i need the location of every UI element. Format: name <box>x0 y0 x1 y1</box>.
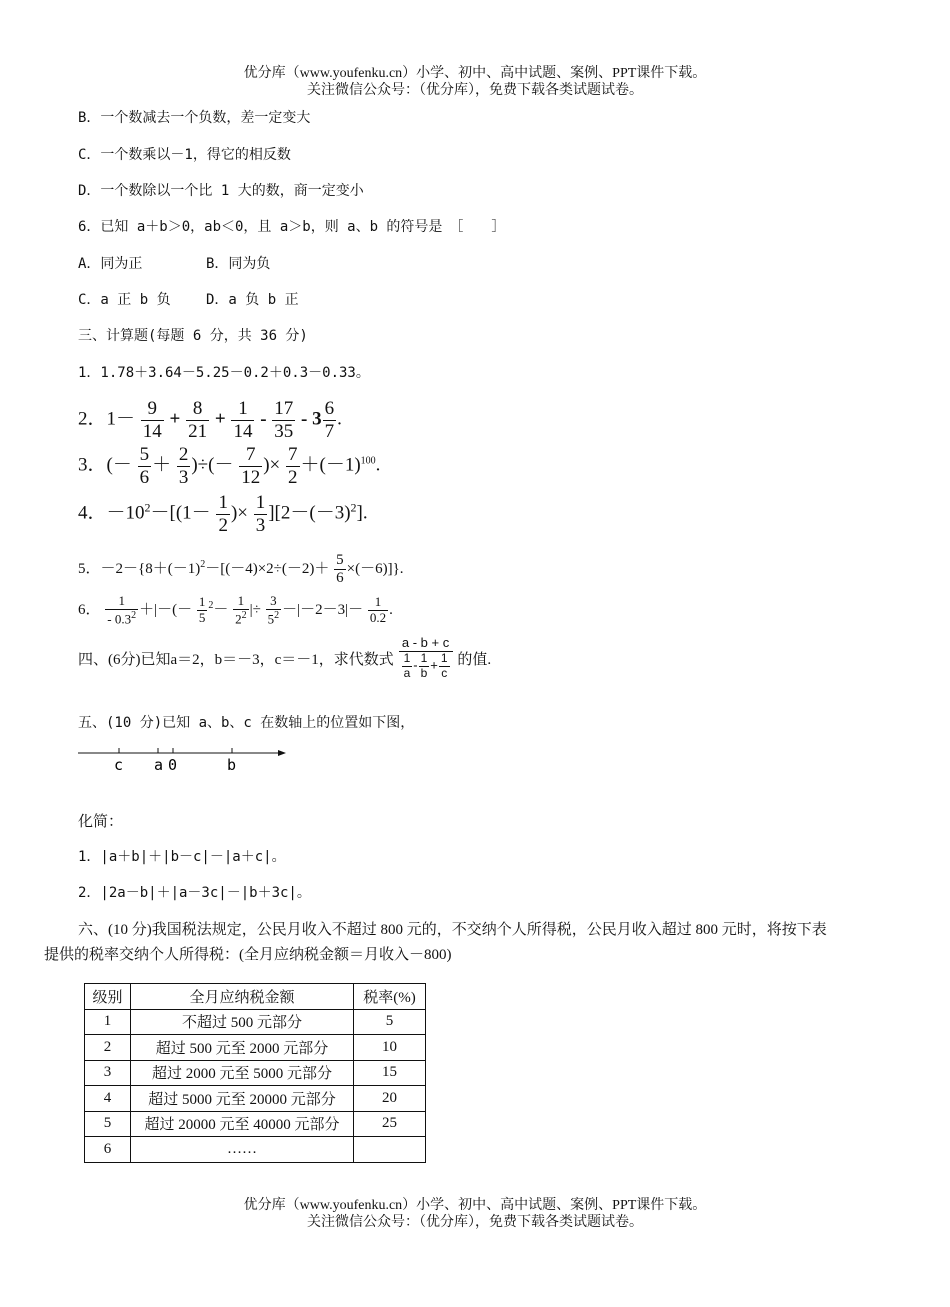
table-cell: 6 <box>85 1137 131 1163</box>
number-line-arrow <box>278 750 286 756</box>
table-cell: 1 <box>85 1009 131 1035</box>
choice-c: C．一个数乘以－1，得它的相反数 <box>78 147 291 163</box>
section3-problem3: 3．(－ $\frac{5}{6}$ ＋ $\frac{2}{3}$ )÷(－ $\frac{7}{12}$ )× $\frac{7}{2}$ $+(-1)^{100}$. <box>78 444 381 488</box>
simplify-label: 化简： <box>78 814 124 830</box>
table-cell <box>354 1137 426 1163</box>
fraction: $\frac{5}{6}$ <box>139 444 150 488</box>
q6-stem: 6．已知 a＋b＞0，ab＜0，且 a＞b，则 a、b 的符号是 ［ ］ <box>78 219 506 235</box>
fraction: $\frac{1}{5}$ <box>198 594 206 626</box>
table-cell: 15 <box>354 1060 426 1086</box>
label-a: a <box>154 756 164 774</box>
header-cell: 级别 <box>85 984 131 1010</box>
section6-para-line2: 提供的税率交纳个人所得税：(全月应纳税金额＝月收入－800) <box>44 947 452 963</box>
fraction: $\frac{9}{14}$ <box>142 398 162 442</box>
table-cell: 超过 20000 元至 40000 元部分 <box>131 1111 354 1137</box>
fraction: $\frac{1}{14}$ <box>233 398 253 442</box>
fraction: $\frac{5}{6}$ <box>336 552 344 587</box>
section3-problem5: 5．$-2-\{8+(-1)^2-[(-4)\times 2\div(-2)+$ $\frac{5}{6}$ ×(－6)]}. <box>78 552 404 587</box>
table-cell: 超过 2000 元至 5000 元部分 <box>131 1060 354 1086</box>
table-cell: 不超过 500 元部分 <box>131 1009 354 1035</box>
page-header-line1: 优分库（www.youfenku.cn）小学、初中、高中试题、案例、PPT课件下载。 <box>243 66 707 81</box>
fraction: $\frac{3}{5^2}$ <box>267 593 280 627</box>
fraction: $\frac{1}{2}$ <box>218 492 228 536</box>
table-cell: 4 <box>85 1086 131 1112</box>
table-cell: …… <box>131 1137 354 1163</box>
header-cell: 税率(%) <box>354 984 426 1010</box>
algebraic-fraction: a - b + c $\frac{1}{a}$ - $\frac{1}{b}$ + $\frac{1}{c}$ <box>399 636 453 681</box>
label-c: c <box>114 756 124 774</box>
choice-b: B．一个数减去一个负数，差一定变大 <box>78 110 311 126</box>
choice-d: D．一个数除以一个比 1 大的数，商一定变小 <box>78 183 364 199</box>
table-cell: 超过 5000 元至 20000 元部分 <box>131 1086 354 1112</box>
section4-question: 四、(6分)已知a＝2，b＝－3，c＝－1，求代数式 a - b + c $\frac{1}{a}$ - $\frac{1}{b}$ + $\frac{1}{c}$ 的值. <box>78 635 492 680</box>
table-cell: 20 <box>354 1086 426 1112</box>
label-b: b <box>227 756 237 774</box>
table-cell: 25 <box>354 1111 426 1137</box>
section5-title: 五、(10 分)已知 a、b、c 在数轴上的位置如下图， <box>78 715 415 731</box>
q6-option-c: C．a 正 b 负 <box>78 292 171 308</box>
table-cell: 超过 500 元至 2000 元部分 <box>131 1035 354 1061</box>
section6-para-line1: 六、(10 分)我国税法规定，公民月收入不超过 800 元的，不交纳个人所得税，公民月收入超过 800 元时，将按下表 <box>78 922 827 938</box>
table-row <box>85 1111 426 1137</box>
table-header-row <box>85 984 426 1010</box>
table-row <box>85 1137 426 1163</box>
table-cell: 3 <box>85 1060 131 1086</box>
section3-problem1: 1．1.78＋3.64－5.25－0.2＋0.3－0.33。 <box>78 365 370 381</box>
fraction: $\frac{1}{0.2}$ <box>369 594 387 626</box>
table-cell: 2 <box>85 1035 131 1061</box>
number-line-diagram <box>76 740 296 776</box>
q6-option-b: B．同为负 <box>206 256 271 272</box>
fraction: $\frac{6}{7}$ <box>324 398 335 442</box>
page-header-line2: 关注微信公众号：（优分库），免费下载各类试题试卷。 <box>307 83 643 98</box>
section3-title: 三、计算题(每题 6 分，共 36 分) <box>78 328 308 344</box>
section3-problem2: 2．1－ $\frac{9}{14}$ + $\frac{8}{21}$ + $\frac{1}{14}$ - $\frac{17}{35}$ - 3 $\frac{6}{7}$ . <box>78 398 342 442</box>
section3-problem6: 6． $\frac{1}{- 0.3^2}$ ＋|－(－ $\frac{1}{5}$ $^2$－ $\frac{1}{2^2}$ |÷ $\frac{3}{5^2}$ －|－2－3|－ $\frac{1}{0.2}$ . <box>78 593 393 627</box>
table-row <box>85 1086 426 1112</box>
label-zero: 0 <box>168 756 178 774</box>
fraction: $\frac{17}{35}$ <box>274 398 294 442</box>
table-cell: 5 <box>85 1111 131 1137</box>
q6-option-d: D．a 负 b 正 <box>206 292 299 308</box>
header-cell: 全月应纳税金额 <box>131 984 354 1010</box>
q6-option-a: A．同为正 <box>78 256 143 272</box>
section3-problem4: 4．$-10^2-[(1-$ $\frac{1}{2}$ )× $\frac{1}{3}$ ]$[2-(-3)^2]$. <box>78 492 368 536</box>
simplify-item1: 1．|a＋b|＋|b－c|－|a＋c|。 <box>78 849 286 865</box>
fraction: $\frac{2}{3}$ <box>178 444 189 488</box>
fraction: $\frac{7}{2}$ <box>288 444 298 488</box>
table-row <box>85 1009 426 1035</box>
page-footer-line1: 优分库（www.youfenku.cn）小学、初中、高中试题、案例、PPT课件下载。 <box>243 1198 707 1213</box>
fraction: $\frac{1}{2^2}$ <box>235 593 247 627</box>
fraction: $\frac{7}{12}$ <box>241 444 261 488</box>
table-cell: 5 <box>354 1009 426 1035</box>
table-cell: 10 <box>354 1035 426 1061</box>
page-footer-line2: 关注微信公众号：（优分库），免费下载各类试题试卷。 <box>307 1215 643 1230</box>
table-row <box>85 1060 426 1086</box>
tax-rate-table <box>84 983 426 1163</box>
fraction: $\frac{1}{- 0.3^2}$ <box>107 593 137 627</box>
fraction: $\frac{1}{3}$ <box>255 492 266 536</box>
simplify-item2: 2．|2a－b|＋|a－3c|－|b＋3c|。 <box>78 885 311 901</box>
table-row <box>85 1035 426 1061</box>
fraction: $\frac{8}{21}$ <box>188 398 208 442</box>
